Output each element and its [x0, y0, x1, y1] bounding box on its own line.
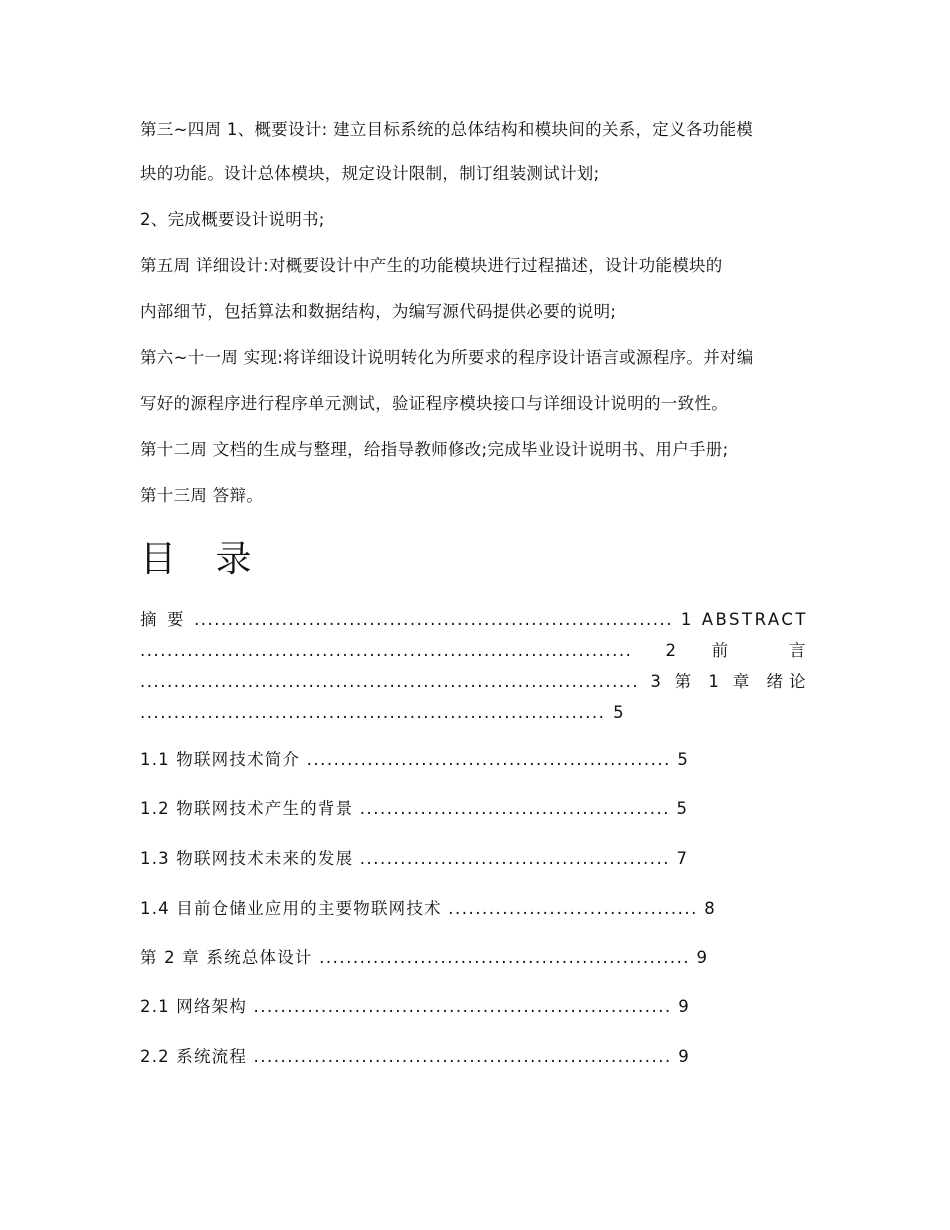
- toc-entry-label[interactable]: 第 1 章 绪论: [674, 672, 808, 691]
- toc-entry-label: 第 2 章 系统总体设计: [140, 948, 313, 967]
- toc-leader-dots: ..............................................: [359, 849, 671, 868]
- toc-leader-dots: .......................................................................: [194, 610, 673, 629]
- plan-line: 写好的源程序进行程序单元测试，验证程序模块接口与详细设计说明的一致性。: [140, 394, 728, 413]
- toc-entry-label: 1.3 物联网技术未来的发展: [140, 849, 354, 868]
- toc-leader-dots: ..............................................: [359, 799, 671, 818]
- toc-entry-label: 1.1 物联网技术简介: [140, 750, 301, 769]
- toc-leader-dots: ..............................................................: [253, 1047, 672, 1066]
- toc-entry-page: 3: [650, 672, 664, 691]
- toc-entry-page: 2: [665, 641, 679, 660]
- toc-entry[interactable]: [140, 946, 708, 970]
- toc-entry[interactable]: [140, 897, 716, 921]
- plan-line: 第十二周 文档的生成与整理，给指导教师修改;完成毕业设计说明书、用户手册;: [140, 440, 729, 459]
- toc-entry[interactable]: [140, 1045, 690, 1069]
- toc-leader-dots: .......................................................: [319, 948, 691, 967]
- toc-flow-block: [140, 604, 808, 728]
- toc-leader-dots: .....................................................................: [140, 703, 606, 722]
- toc-entry-page: 5: [676, 799, 689, 818]
- plan-line: 第三~四周 1、概要设计: 建立目标系统的总体结构和模块间的关系，定义各功能模: [140, 120, 754, 139]
- plan-line: 内部细节，包括算法和数据结构，为编写源代码提供必要的说明;: [140, 302, 617, 321]
- plan-line: 第十三周 答辩。: [140, 486, 264, 505]
- toc-entry[interactable]: [140, 797, 688, 821]
- toc-entry-page: 1: [680, 610, 694, 629]
- toc-entry[interactable]: [140, 995, 690, 1019]
- plan-line: 第六~十一周 实现:将详细设计说明转化为所要求的程序设计语言或源程序。并对编: [140, 348, 754, 367]
- toc-entry-label[interactable]: 前 言: [711, 641, 809, 660]
- toc-entry-page: 9: [678, 997, 690, 1016]
- toc-entry-label[interactable]: ABSTRACT: [701, 610, 808, 629]
- toc-entry-label: 1.2 物联网技术产生的背景: [140, 799, 354, 818]
- toc-entry[interactable]: [140, 847, 688, 871]
- toc-leader-dots: ......................................................: [306, 750, 671, 769]
- toc-leader-dots: .....................................: [448, 899, 698, 918]
- toc-entry-page: 5: [613, 703, 627, 722]
- toc-entry-page: 9: [696, 948, 709, 967]
- toc-entry-page: 5: [677, 750, 690, 769]
- toc-leader-dots: .........................................................................: [140, 641, 633, 660]
- plan-line: 2、完成概要设计说明书;: [140, 210, 325, 229]
- toc-entry-label: 2.2 系统流程: [140, 1047, 248, 1066]
- toc-entry-page: 7: [676, 849, 689, 868]
- toc-entry-page: 8: [704, 899, 716, 918]
- plan-line: 第五周 详细设计:对概要设计中产生的功能模块进行过程描述，设计功能模块的: [140, 256, 723, 275]
- toc-entry-label: 2.1 网络架构: [140, 997, 248, 1016]
- toc-title: 目 录: [140, 539, 266, 580]
- plan-line: 块的功能。设计总体模块，规定设计限制，制订组装测试计划;: [140, 164, 600, 183]
- toc-entry-label: 1.4 目前仓储业应用的主要物联网技术: [140, 899, 442, 918]
- toc-entry-page: 9: [678, 1047, 690, 1066]
- toc-leader-dots: ..............................................................: [253, 997, 672, 1016]
- toc-entry-label[interactable]: 摘 要: [140, 610, 187, 629]
- toc-leader-dots: ..........................................................................: [140, 672, 640, 691]
- toc-entry[interactable]: [140, 748, 689, 772]
